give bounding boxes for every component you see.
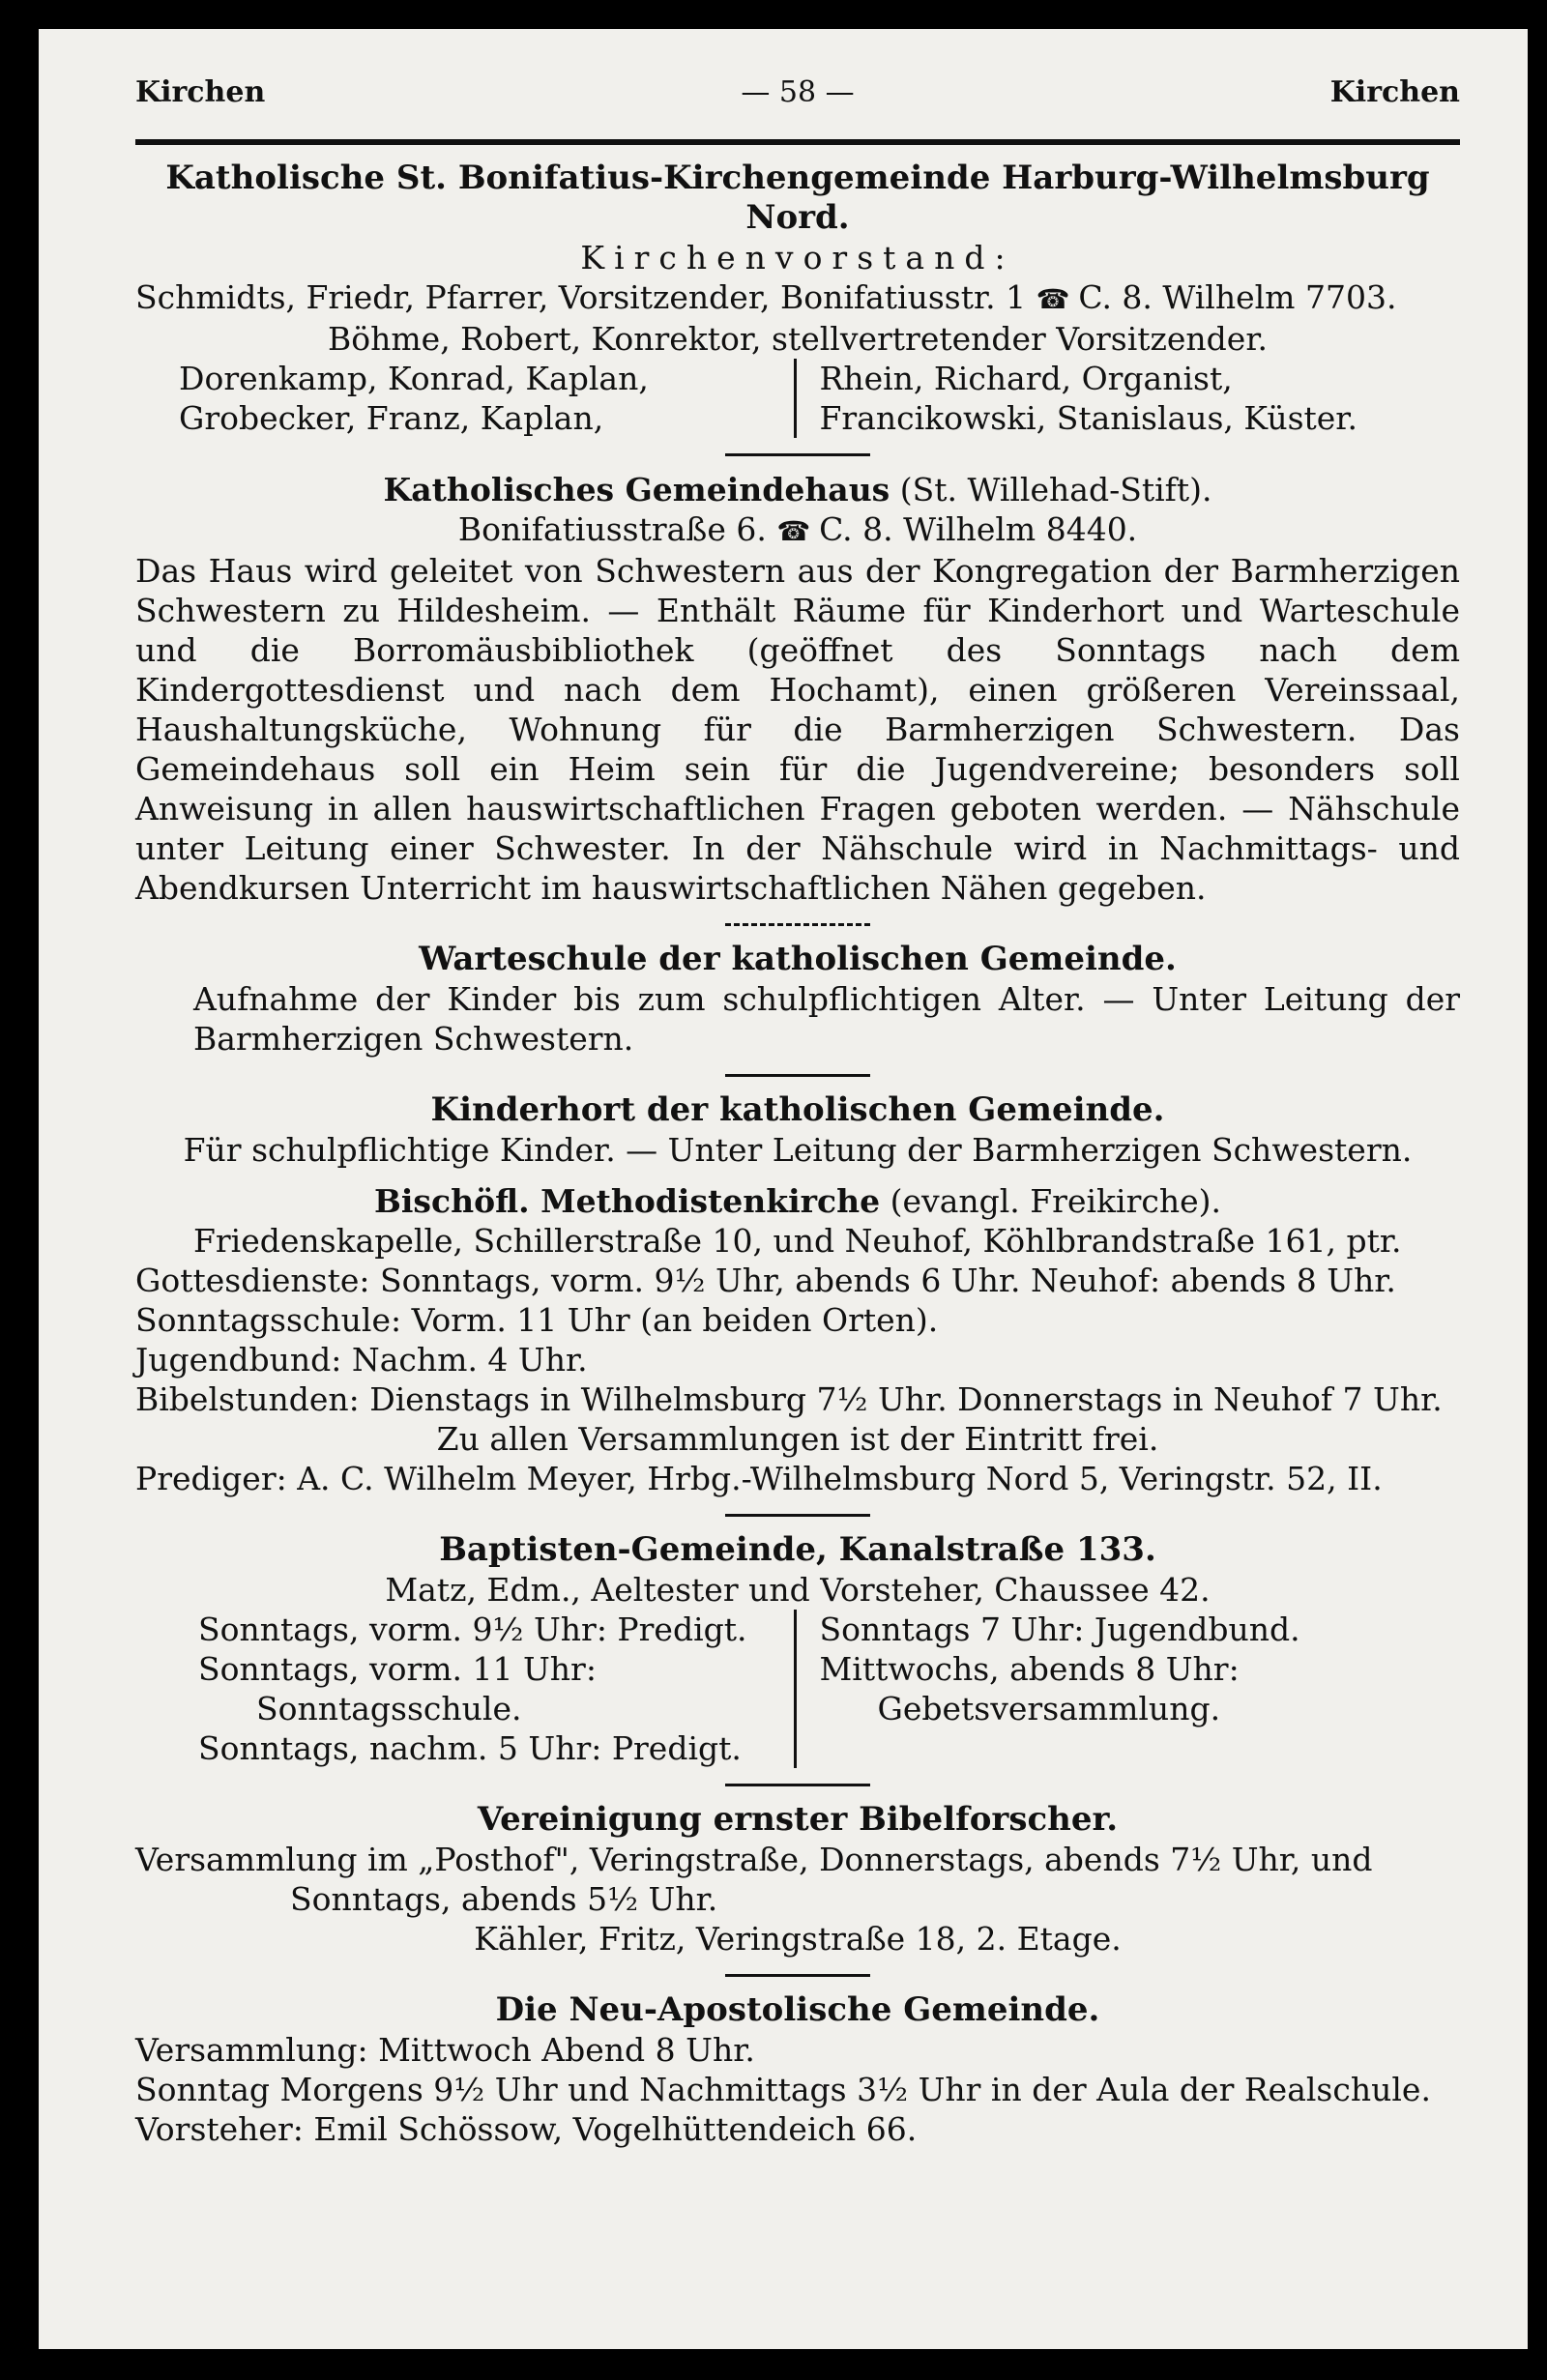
neu-apostolisch-sonntag: Sonntag Morgens 9½ Uhr und Nachmittags 3½ Uhr in der Aula der Realschule. (135, 2071, 1431, 2108)
page-number: — 58 — (741, 75, 855, 109)
telephone-icon: ☎ (1036, 283, 1079, 315)
gemeindehaus-description: Das Haus wird geleitet von Schwestern aus der Kongregation der Barmherzigen Schwestern zu Hildesheim. — Enthält Räume für Kinderhort und Warteschule und die Borromäusbibliothek (geöffnet des Sonntags nach dem Kindergottesdienst und nach dem Hochamt), einen größeren Vereinssaal, Haushaltungsküche, Wohnung für die Barmherzigen Schwestern. Das Gemeindehaus soll ein Heim sein für die Jugendvereine; besonders soll Anweisung in allen hauswirtschaftlichen Fragen geboten werden. — Nähschule unter Leitung einer Schwester. In der Nähschule wird in Nachmittags- und Abendkursen Unterricht im hauswirtschaftlichen Nähen gegeben. (135, 552, 1460, 907)
vorstand-member: Dorenkamp, Konrad, Kaplan, (179, 360, 649, 397)
header-left: Kirchen (135, 75, 266, 109)
section-title-bonifatius: Katholische St. Bonifatius-Kirchengemeinde Harburg-Wilhelmsburg Nord. (165, 159, 1430, 237)
gemeindehaus-heading (135, 470, 1460, 509)
methodisten-prediger: Prediger: A. C. Wilhelm Meyer, Hrbg.-Wilhelmsburg Nord 5, Veringstr. 52, II. (135, 1460, 1383, 1497)
vorstand-member: Grobecker, Franz, Kaplan, (179, 399, 604, 437)
neu-apostolisch-versammlung: Versammlung: Mittwoch Abend 8 Uhr. (135, 2031, 755, 2069)
section-title-methodisten: Bischöfl. Methodistenkirche (374, 1182, 881, 1220)
baptisten-columns (198, 1610, 1397, 1768)
vorstand-member: Rhein, Richard, Organist, (819, 360, 1233, 397)
section-title-neu-apostolisch: Die Neu-Apostolische Gemeinde. (495, 1990, 1100, 2029)
stellvertreter-line: Böhme, Robert, Konrektor, stellvertretender Vorsitzender. (328, 320, 1268, 358)
header-right: Kirchen (1329, 75, 1460, 109)
methodisten-eintritt: Zu allen Versammlungen ist der Eintritt frei. (436, 1420, 1159, 1458)
kirchenvorstand-heading: Kirchenvorstand: (580, 239, 1015, 276)
methodisten-heading (135, 1181, 1460, 1221)
baptisten-schedule-item: Sonntags, nachm. 5 Uhr: Predigt. (198, 1729, 742, 1767)
baptisten-schedule-item: Mittwochs, abends 8 Uhr: Gebetsversammlung. (819, 1650, 1240, 1727)
methodisten-sonntagsschule: Sonntagsschule: Vorm. 11 Uhr (an beiden Orten). (135, 1301, 939, 1339)
section-divider (725, 1784, 870, 1786)
gemeindehaus-title-suffix: (St. Willehad-Stift). (899, 471, 1212, 508)
page-header (135, 72, 1460, 145)
methodisten-title-suffix: (evangl. Freikirche). (890, 1182, 1221, 1220)
vorstand-left-column (179, 359, 797, 438)
vorsitzender-line (135, 277, 1460, 319)
methodisten-gottesdienste: Gottesdienste: Sonntags, vorm. 9½ Uhr, abends 6 Uhr. Neuhof: abends 8 Uhr. (135, 1262, 1396, 1299)
methodisten-bibelstunden: Bibelstunden: Dienstags in Wilhelmsburg 7½ Uhr. Donnerstags in Neuhof 7 Uhr. (135, 1380, 1443, 1418)
section-title-kinderhort: Kinderhort der katholischen Gemeinde. (430, 1090, 1165, 1129)
kinderhort-description: Für schulpflichtige Kinder. — Unter Leitung der Barmherzigen Schwestern. (183, 1131, 1413, 1169)
warteschule-description: Aufnahme der Kinder bis zum schulpflichtigen Alter. — Unter Leitung der Barmherzigen Schwestern. (193, 980, 1460, 1058)
methodisten-location: Friedenskapelle, Schillerstraße 10, und Neuhof, Köhlbrandstraße 161, ptr. (193, 1222, 1402, 1260)
baptisten-left-column (198, 1610, 797, 1768)
section-divider (725, 923, 870, 926)
vorstand-right-column (797, 359, 1417, 438)
section-divider (725, 1514, 870, 1517)
vorstand-member: Francikowski, Stanislaus, Küster. (819, 399, 1357, 437)
baptisten-schedule-item: Sonntags 7 Uhr: Jugendbund. (819, 1611, 1300, 1648)
gemeindehaus-telephone: C. 8. Wilhelm 8440. (819, 510, 1138, 548)
baptisten-vorsteher: Matz, Edm., Aeltester und Vorsteher, Chaussee 42. (385, 1571, 1211, 1609)
gemeindehaus-address-line (135, 509, 1460, 551)
section-divider (725, 1974, 870, 1977)
section-title-gemeindehaus: Katholisches Gemeindehaus (383, 471, 890, 508)
vorstand-columns (179, 359, 1416, 438)
gemeindehaus-address: Bonifatiusstraße 6. (457, 510, 767, 548)
section-divider (725, 453, 870, 456)
vorsitzender-text: Schmidts, Friedr, Pfarrer, Vorsitzender, Bonifatiusstr. 1 (135, 278, 1027, 316)
telephone-icon: ☎ (776, 515, 820, 547)
neu-apostolisch-vorsteher: Vorsteher: Emil Schössow, Vogelhüttendeich 66. (135, 2110, 918, 2148)
document-page (39, 29, 1528, 2349)
baptisten-schedule-item: Sonntags, vorm. 9½ Uhr: Predigt. (198, 1611, 747, 1648)
section-title-bibelforscher: Vereinigung ernster Bibelforscher. (477, 1800, 1119, 1839)
section-divider (725, 1074, 870, 1077)
section-title-warteschule: Warteschule der katholischen Gemeinde. (419, 940, 1177, 978)
bibelforscher-versammlung: Versammlung im „Posthof", Veringstraße, Donnerstags, abends 7½ Uhr, und Sonntags, abends 5½ Uhr. (135, 1841, 1373, 1918)
methodisten-jugendbund: Jugendbund: Nachm. 4 Uhr. (135, 1341, 588, 1379)
section-title-baptisten: Baptisten-Gemeinde, Kanalstraße 133. (439, 1530, 1156, 1569)
vorsitzender-telephone: C. 8. Wilhelm 7703. (1078, 278, 1397, 316)
bibelforscher-contact: Kähler, Fritz, Veringstraße 18, 2. Etage. (474, 1920, 1122, 1958)
baptisten-schedule-item: Sonntags, vorm. 11 Uhr: Sonntagsschule. (198, 1650, 597, 1727)
baptisten-right-column (797, 1610, 1398, 1768)
page-content (135, 159, 1460, 2149)
